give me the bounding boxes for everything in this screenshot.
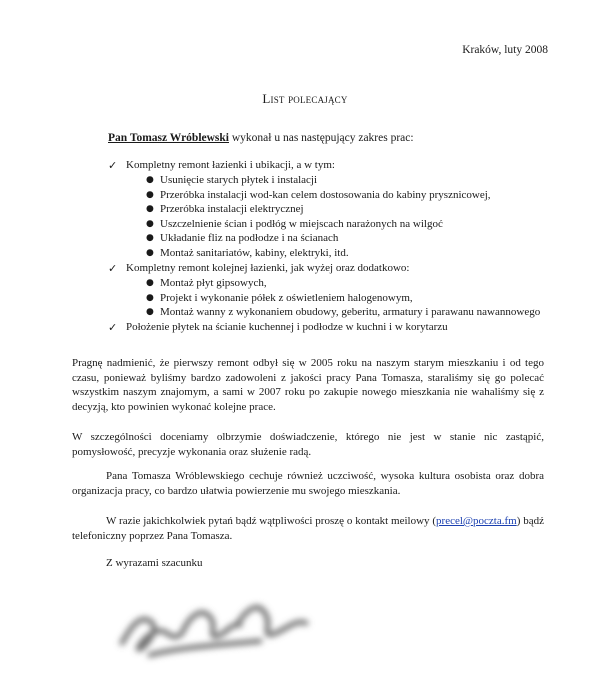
list-item-text: Montaż sanitariatów, kabiny, elektryki, itd. <box>160 246 349 259</box>
paragraph-appreciation: W szczególności doceniamy olbrzymie doświadczenie, którego nie jest w stanie nic zastąpić, pomysłowość, precyzje wykonania oraz służenie radą. <box>72 431 544 458</box>
work-scope-list <box>108 159 544 335</box>
bullet-icon: ● <box>146 292 154 303</box>
work-section-label: Kompletny remont kolejnej łazienki, jak wyżej oraz dodatkowo: <box>126 261 410 274</box>
bullet-icon: ● <box>146 233 154 244</box>
contractor-name: Pan Tomasz Wróblewski <box>108 132 229 144</box>
list-item-text: Projekt i wykonanie półek z oświetleniem halogenowym, <box>160 291 413 304</box>
checkmark-icon: ✓ <box>108 261 118 275</box>
checkmark-icon: ✓ <box>108 159 118 172</box>
bullet-icon: ● <box>146 218 154 229</box>
document-title: List polecający <box>262 91 348 106</box>
contact-text-after: ) bądź telefoniczny poprzez Pana Tomasza. <box>72 515 544 542</box>
list-item <box>146 306 544 319</box>
contact-text-before: W razie jakichkolwiek pytań bądź wątpliwości proszę o kontakt meilowy ( <box>106 515 437 527</box>
list-item <box>146 247 544 260</box>
list-item-text: Układanie fliz na podłodze i na ścianach <box>160 232 339 245</box>
bullet-icon: ● <box>146 189 154 200</box>
work-section-label: Kompletny remont łazienki i ubikacji, a w tym: <box>126 159 335 171</box>
list-item-text: Uszczelnienie ścian i podłóg w miejscach narażonych na wilgoć <box>160 217 443 230</box>
signature-image <box>110 585 320 665</box>
work-section-1-items <box>146 174 544 260</box>
bullet-icon: ● <box>146 278 154 289</box>
list-item-text: Usunięcie starych płytek i instalacji <box>160 174 318 187</box>
closing-salutation: Z wyrazami szacunku <box>106 557 203 569</box>
work-section-1 <box>108 159 544 172</box>
work-section-2-items <box>146 277 544 319</box>
paragraph-history: Pragnę nadmienić, że pierwszy remont odbył się w 2005 roku na naszym starym mieszkaniu i od tego czasu, ponieważ byliśmy bardzo zadowoleni z jakości pracy Pana Tomasza, staraliśmy się go polecać wszystkim naszym znajomym, a sami w 2007 roku po zakupie nowego mieszkania nie wahaliśmy się z decyzją, kto powinien wykonać kolejne prace. <box>72 357 544 413</box>
work-section-label: Położenie płytek na ścianie kuchennej i podłodze w kuchni i w korytarzu <box>126 321 448 334</box>
list-item <box>146 232 544 245</box>
list-item <box>146 218 544 231</box>
paragraph-contact <box>72 514 544 543</box>
intro-text: wykonał u nas następujący zakres prac: <box>229 132 414 144</box>
list-item <box>146 174 544 187</box>
bullet-icon: ● <box>146 307 154 318</box>
list-item <box>146 277 544 290</box>
intro-line <box>108 132 414 144</box>
checkmark-icon: ✓ <box>108 321 118 335</box>
list-item <box>146 189 544 202</box>
list-item-text: Przeróbka instalacji wod-kan celem dostosowania do kabiny prysznicowej, <box>160 188 491 201</box>
list-item-text: Montaż płyt gipsowych, <box>160 277 267 290</box>
bullet-icon: ● <box>146 175 154 186</box>
list-item-text: Montaż wanny z wykonaniem obudowy, geberitu, armatury i parawanu nawannowego <box>160 306 541 319</box>
bullet-icon: ● <box>146 204 154 215</box>
list-item-text: Przeróbka instalacji elektrycznej <box>160 203 304 216</box>
list-item <box>146 203 544 216</box>
email-link[interactable]: precel@poczta.fm <box>436 515 517 527</box>
paragraph-character: Pana Tomasza Wróblewskiego cechuje również uczciwość, wysoka kultura osobista oraz dobra organizacja pracy, co bardzo ułatwia powierzenie mu swojego mieszkania. <box>72 470 544 497</box>
bullet-icon: ● <box>146 247 154 258</box>
list-item <box>146 292 544 305</box>
place-date: Kraków, luty 2008 <box>462 44 548 56</box>
work-section-3 <box>108 321 544 334</box>
work-section-2 <box>108 262 544 275</box>
